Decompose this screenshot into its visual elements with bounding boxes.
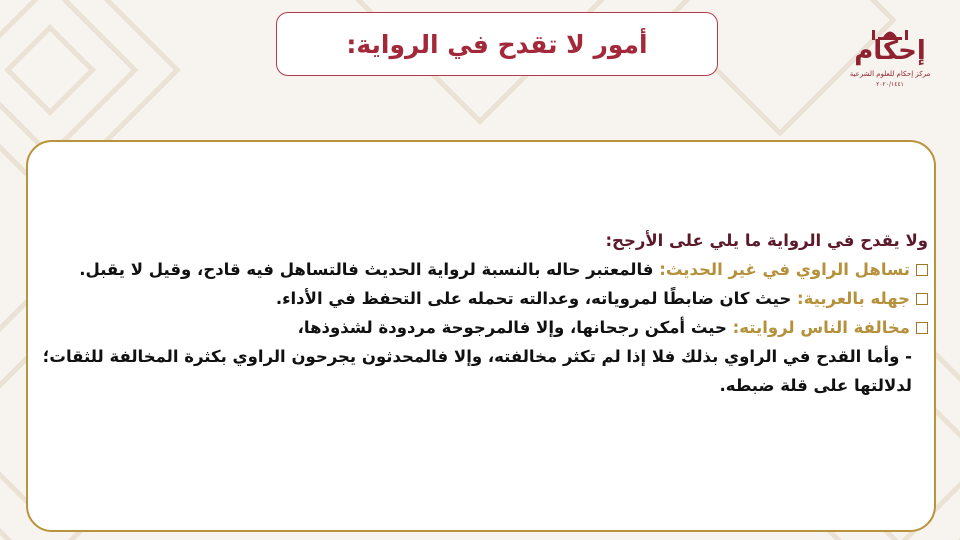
bullet-item xyxy=(42,313,928,342)
bullet-item xyxy=(42,284,928,313)
slide-title: أمور لا تقدح في الرواية: xyxy=(346,29,648,59)
note-paragraph xyxy=(42,342,928,400)
logo-subtitle: مركز إحكام للعلوم الشرعية xyxy=(849,70,931,78)
logo-wordmark: إحكام xyxy=(854,36,926,66)
bullet-heading: مخالفة الناس لروايته: xyxy=(732,318,910,337)
ihkam-logo xyxy=(848,24,932,94)
checkbox-bullet-icon xyxy=(916,264,928,276)
bullet-text: حيث كان ضابطًا لمروياته، وعدالته تحمله على التحفظ في الأداء. xyxy=(275,289,798,308)
bullet-text: حيث أمكن رجحانها، وإلا فالمرجوحة مردودة لشذوذها، xyxy=(297,318,733,337)
note-text: وأما القدح في الراوي بذلك فلا إذا لم تكثر مخالفته، وإلا فالمحدثون يجرحون الراوي بكثرة المخالفة للثقات؛ لدلالتها على قلة ضبطه. xyxy=(42,347,912,395)
bullet-text: فالمعتبر حاله بالنسبة لرواية الحديث فالتساهل فيه قادح، وقيل لا يقبل. xyxy=(79,260,660,279)
dash-marker: - xyxy=(905,347,912,366)
checkbox-bullet-icon xyxy=(916,322,928,334)
slide-title-box xyxy=(276,12,718,76)
bullet-heading: تساهل الراوي في غير الحديث: xyxy=(659,260,910,279)
bullet-heading: جهله بالعربية: xyxy=(797,289,910,308)
checkbox-bullet-icon xyxy=(916,293,928,305)
content-text xyxy=(42,226,928,400)
bullet-item xyxy=(42,255,928,284)
intro-line: ولا يقدح في الرواية ما يلي على الأرجح: xyxy=(605,231,928,250)
logo-year: ٢٠٢٠/١٤٤١ xyxy=(876,81,904,88)
